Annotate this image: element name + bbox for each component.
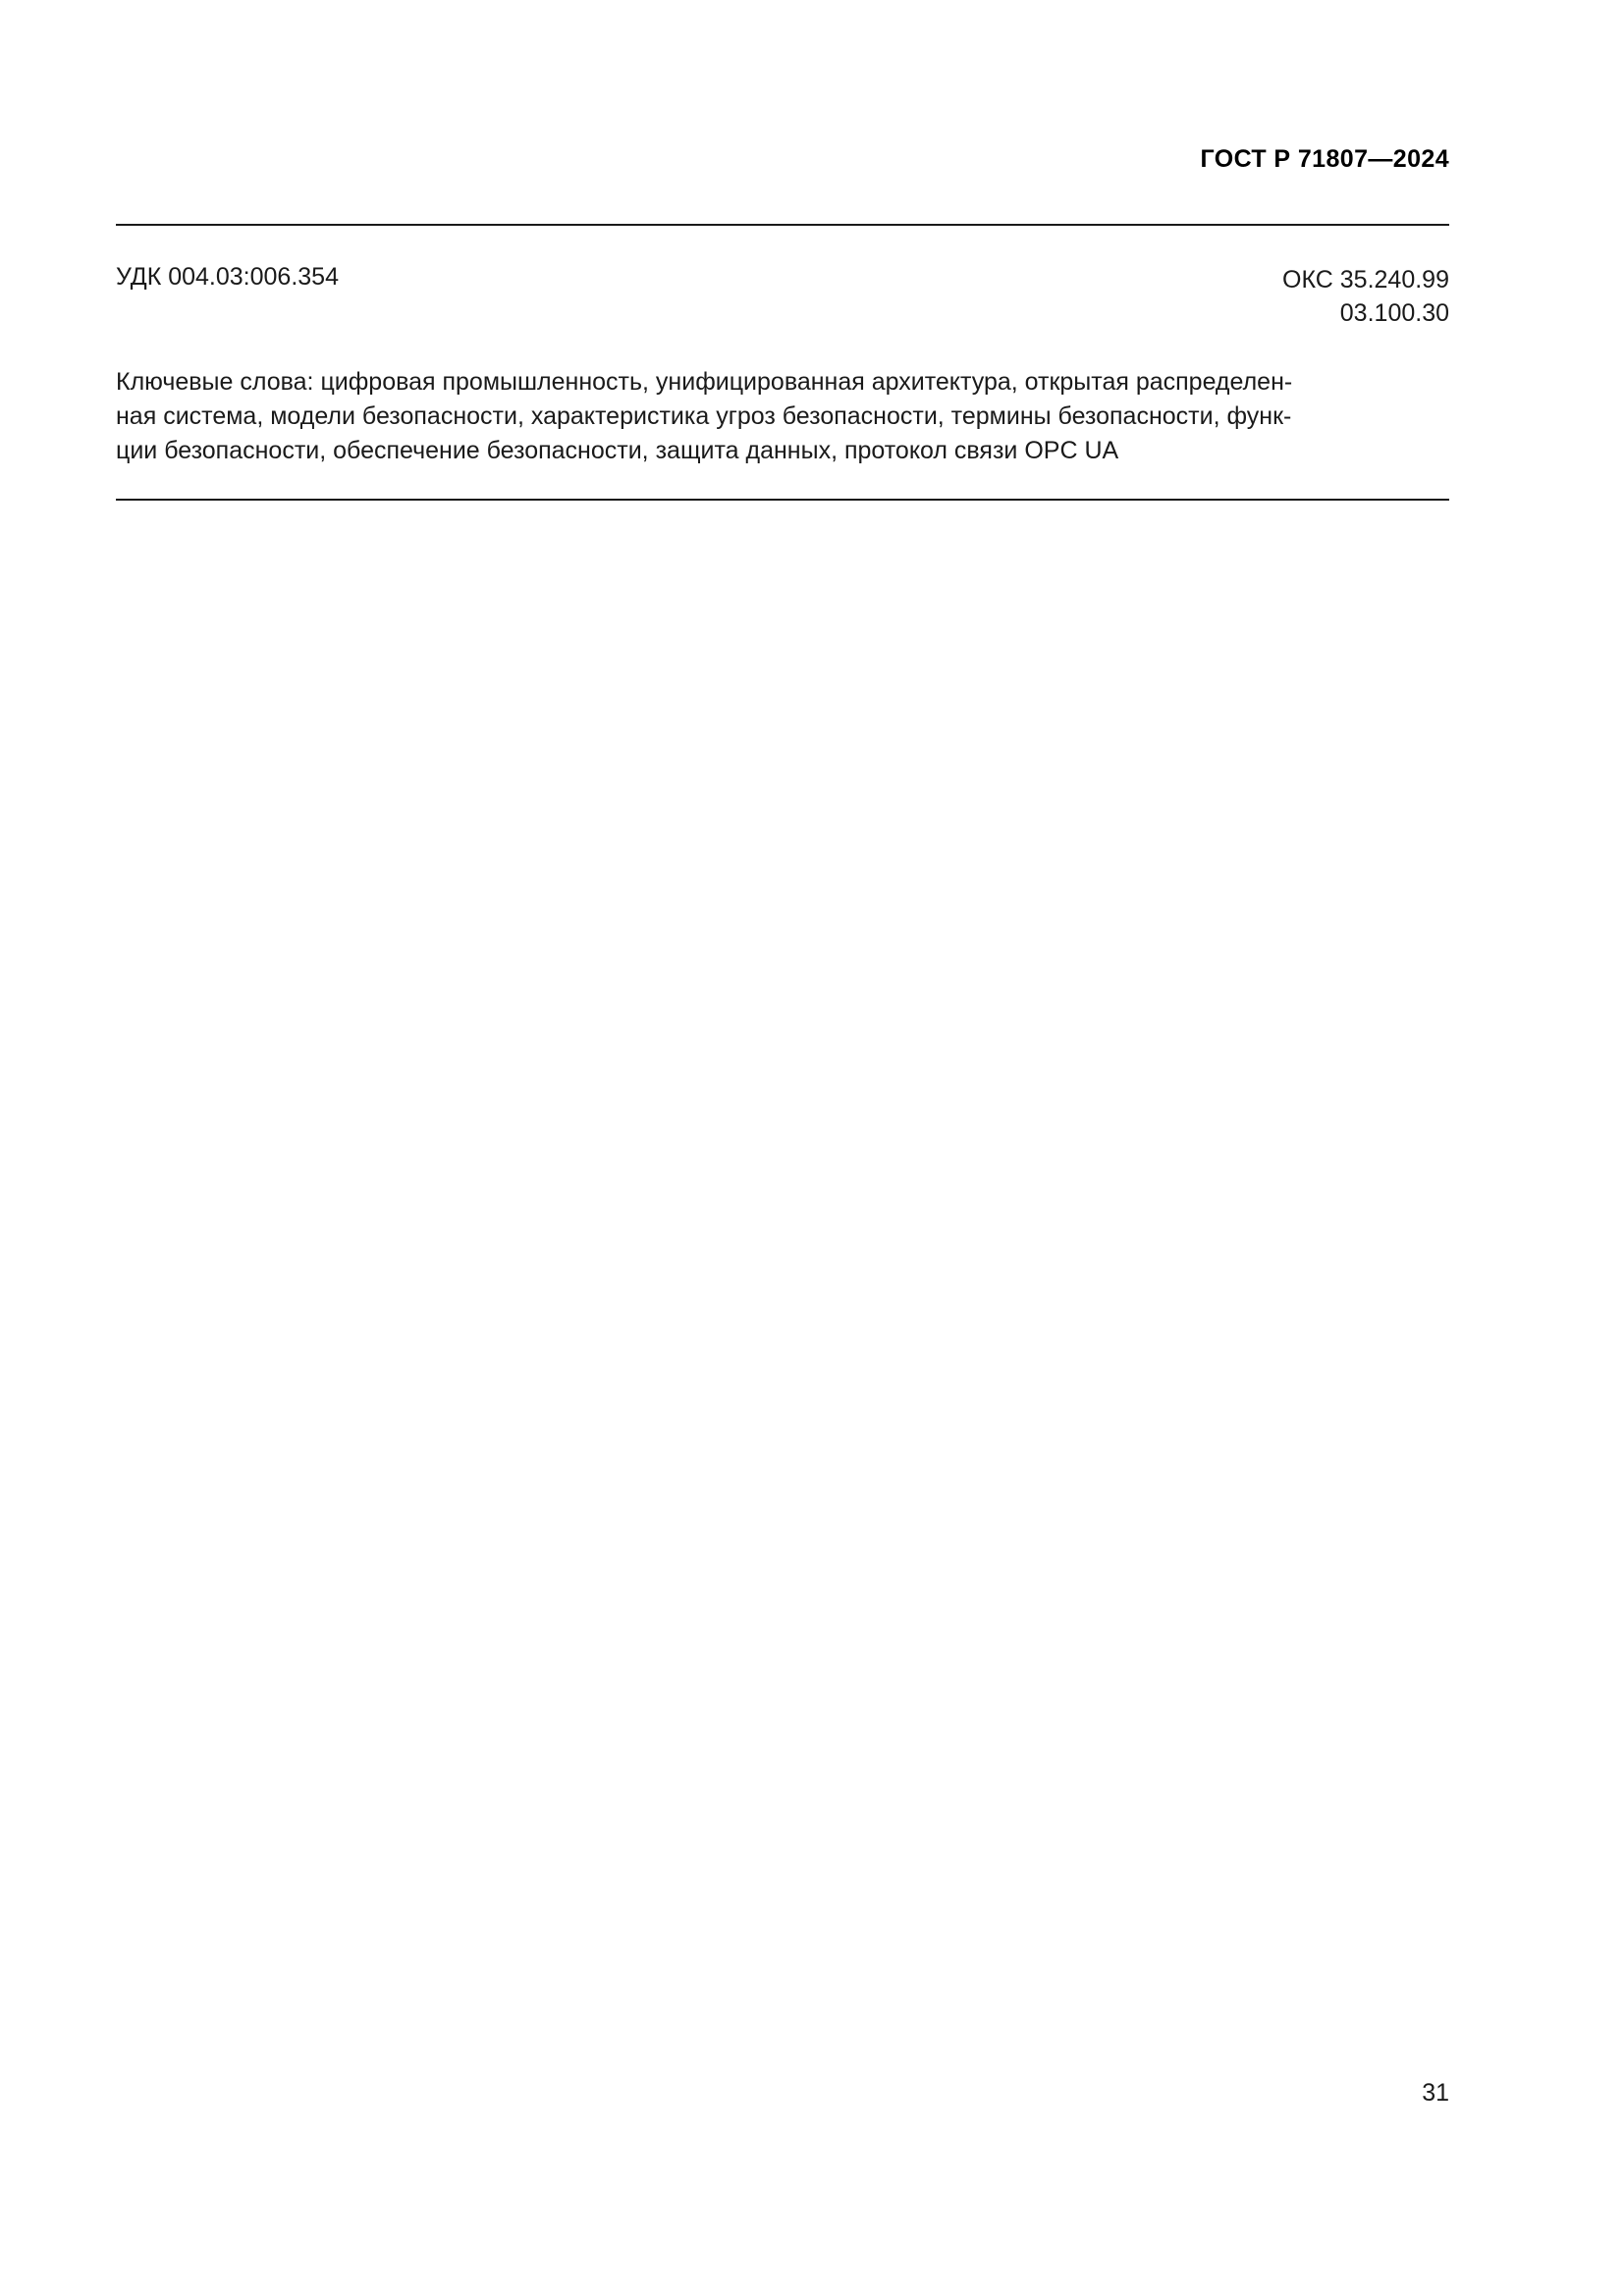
standard-designation: ГОСТ Р 71807—2024	[1200, 145, 1449, 173]
page-number: 31	[1422, 2079, 1449, 2107]
oks-codes	[1282, 263, 1449, 330]
page-content	[116, 0, 1449, 2296]
keywords-line: ная система, модели безопасности, характеристика угроз безопасности, термины безопасности, функ-	[116, 402, 1292, 430]
keywords-divider-bottom	[116, 499, 1449, 501]
keywords-block	[116, 365, 1449, 468]
keywords-line: ции безопасности, обеспечение безопасности, защита данных, протокол связи OPC UA	[116, 437, 1119, 464]
udk-code: УДК 004.03:006.354	[116, 263, 339, 291]
oks-code-secondary: 03.100.30	[1339, 299, 1449, 327]
header-divider-top	[116, 224, 1449, 226]
oks-code-primary: ОКС 35.240.99	[1282, 266, 1449, 294]
keywords-line: Ключевые слова: цифровая промышленность, унифицированная архитектура, открытая распределен-	[116, 368, 1293, 396]
